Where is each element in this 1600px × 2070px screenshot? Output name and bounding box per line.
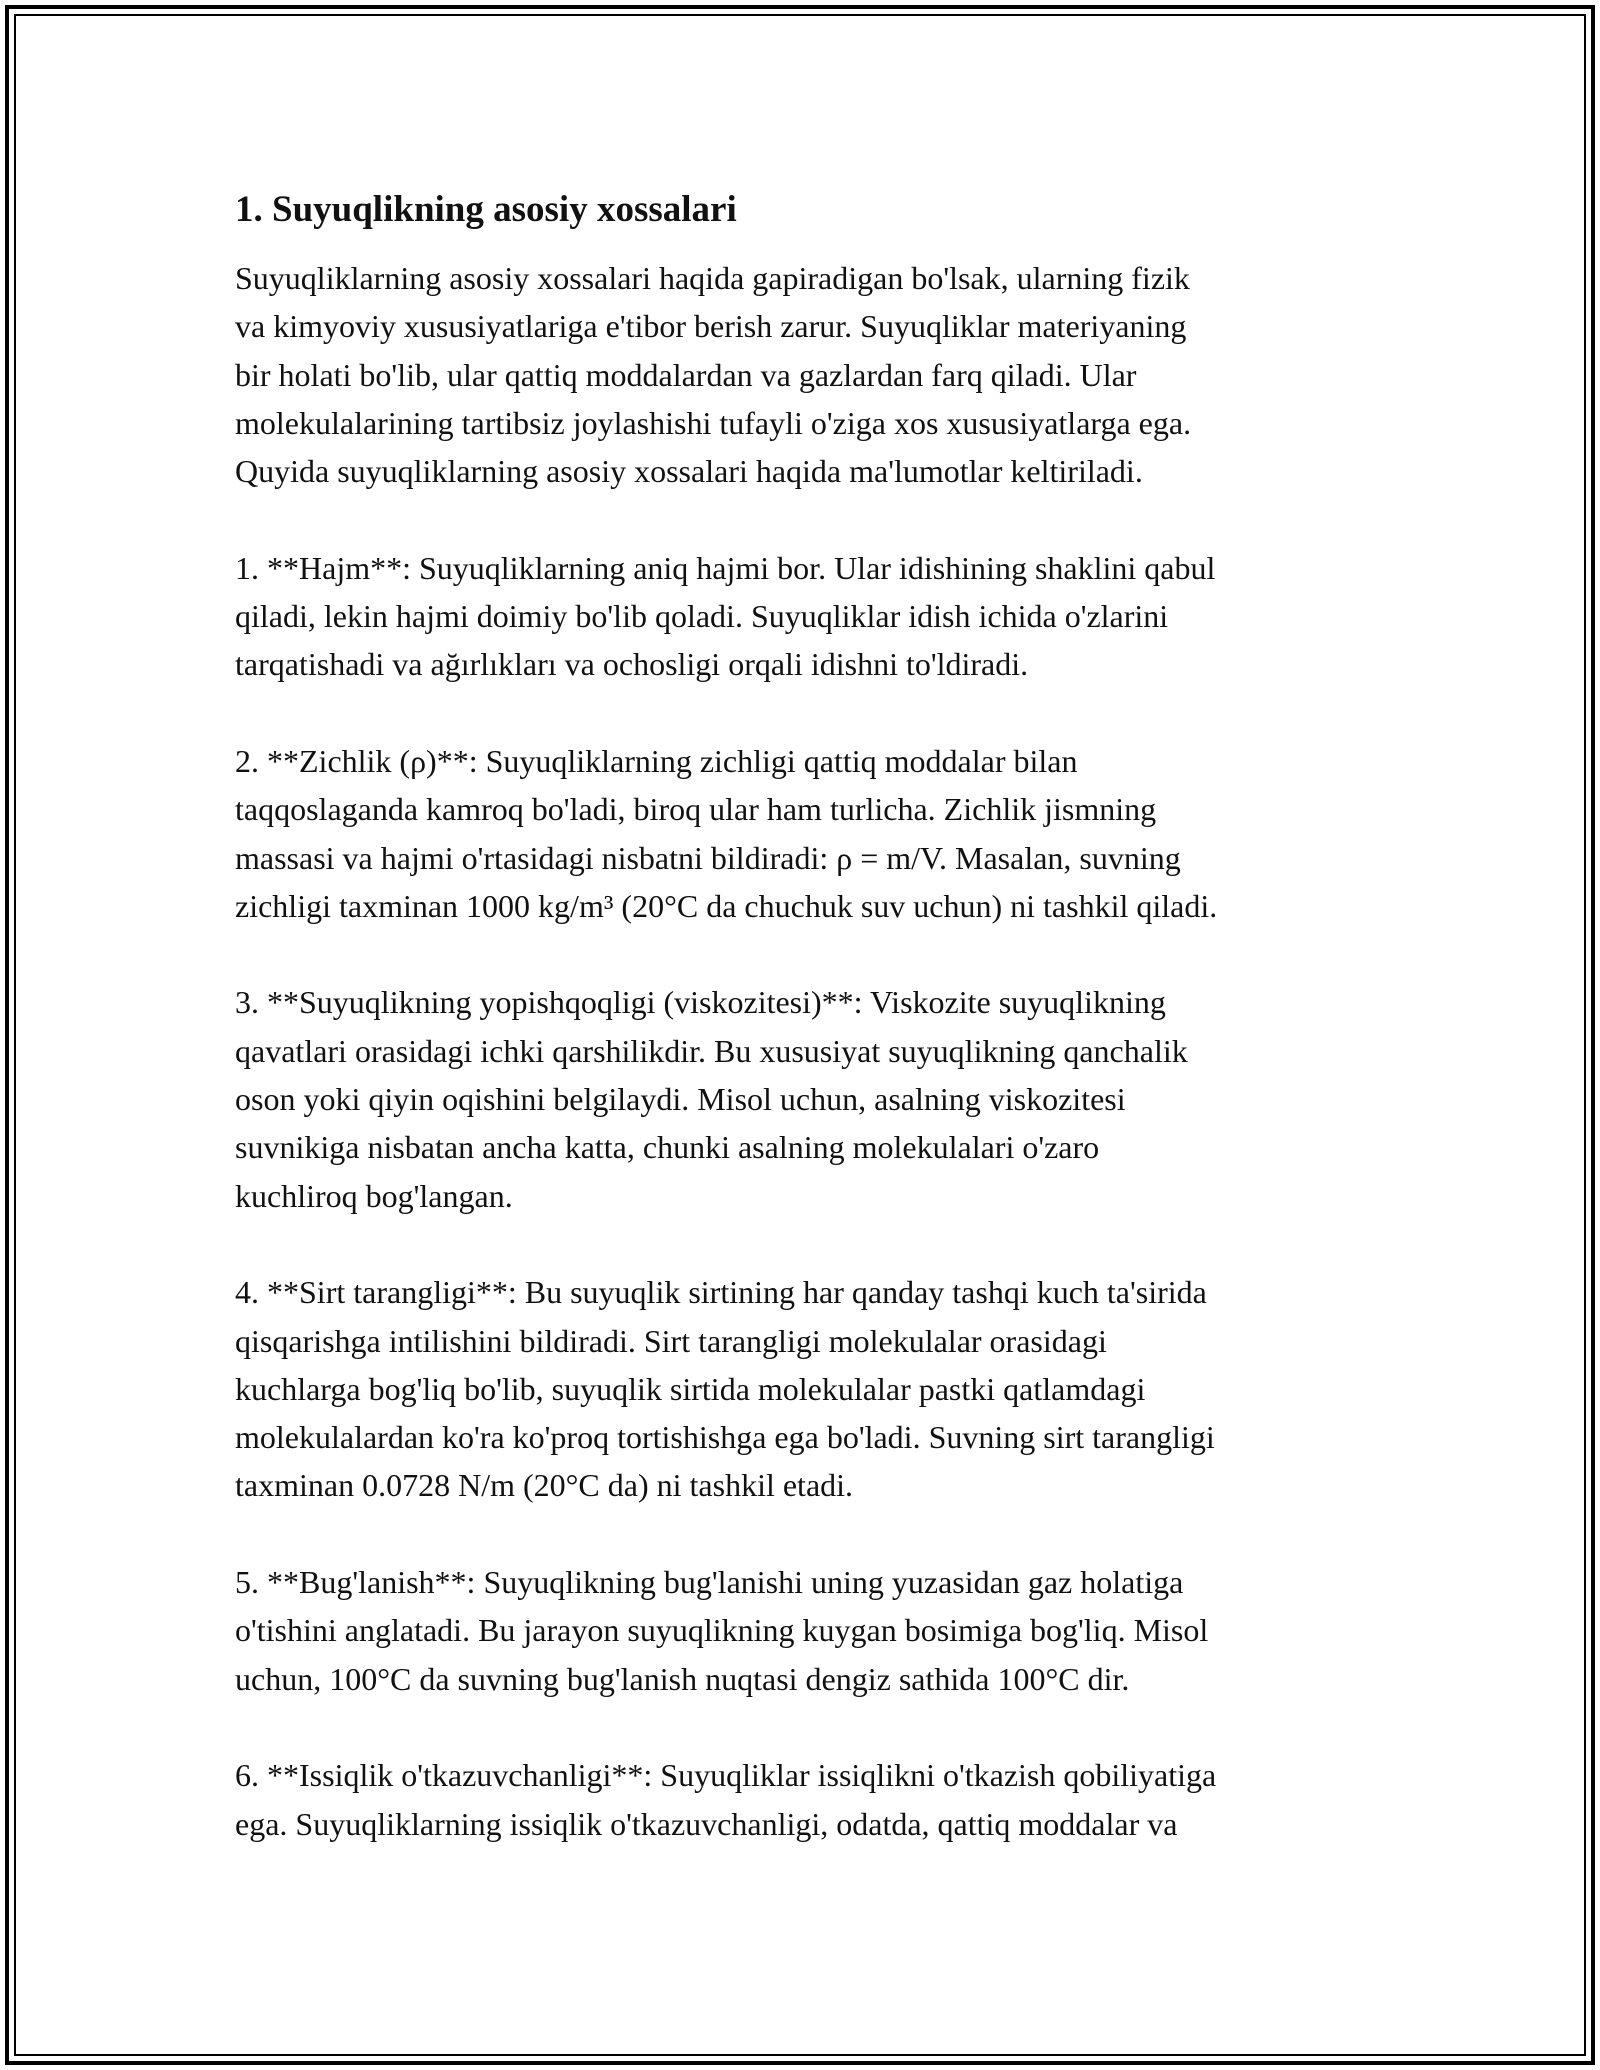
text-line: kuchliroq bog'langan. — [235, 1177, 513, 1214]
paragraph-intro — [235, 254, 1375, 495]
paragraph-hajm — [235, 544, 1375, 689]
text-line: kuchlarga bog'liq bo'lib, suyuqlik sirtida molekulalar pastki qatlamdagi — [235, 1370, 1146, 1407]
text-line: taxminan 0.0728 N/m (20°C da) ni tashkil etadi. — [235, 1467, 854, 1504]
text-line: va kimyoviy xususiyatlariga e'tibor berish zarur. Suyuqliklar materiyaning — [235, 308, 1187, 345]
text-line: 1. **Hajm**: Suyuqliklarning aniq hajmi bor. Ular idishining shaklini qabul — [235, 549, 1216, 586]
text-line: massasi va hajmi o'rtasidagi nisbatni bildiradi: ρ = m/V. Masalan, suvning — [235, 839, 1181, 876]
text-line: Suyuqliklarning asosiy xossalari haqida gapiradigan bo'lsak, ularning fizik — [235, 260, 1190, 296]
paragraph-buglanish — [235, 1558, 1375, 1703]
text-line: oson yoki qiyin oqishini belgilaydi. Misol uchun, asalning viskozitesi — [235, 1081, 1126, 1118]
text-line: suvnikiga nisbatan ancha katta, chunki asalning molekulalari o'zaro — [235, 1129, 1100, 1166]
text-line: 6. **Issiqlik o'tkazuvchanligi**: Suyuqliklar issiqlikni o'tkazish qobiliyatiga — [235, 1757, 1217, 1794]
text-line: molekulalarining tartibsiz joylashishi tufayli o'ziga xos xususiyatlarga ega. — [235, 404, 1192, 441]
text-line: o'tishini anglatadi. Bu jarayon suyuqlikning kuygan bosimiga bog'liq. Misol — [235, 1612, 1209, 1649]
paragraph-viskozite — [235, 978, 1375, 1219]
text-line: tarqatishadi va ağırlıkları va ochosligi orqali idishni to'ldiradi. — [235, 646, 1029, 683]
text-line: 4. **Sirt tarangligi**: Bu suyuqlik sirtining har qanday tashqi kuch ta'sirida — [235, 1274, 1207, 1311]
text-line: Quyida suyuqliklarning asosiy xossalari haqida ma'lumotlar keltiriladi. — [235, 453, 1143, 490]
paragraph-sirt-tarangligi — [235, 1268, 1375, 1509]
text-line: bir holati bo'lib, ular qattiq moddalardan va gazlardan farq qiladi. Ular — [235, 356, 1137, 393]
text-line: ega. Suyuqliklarning issiqlik o'tkazuvchanligi, odatda, qattiq moddalar va — [235, 1805, 1178, 1842]
text-line: 5. **Bug'lanish**: Suyuqlikning bug'lanishi uning yuzasidan gaz holatiga — [235, 1564, 1184, 1601]
text-line: uchun, 100°C da suvning bug'lanish nuqtasi dengiz sathida 100°C dir. — [235, 1660, 1130, 1697]
text-line: taqqoslaganda kamroq bo'ladi, biroq ular ham turlicha. Zichlik jismning — [235, 791, 1157, 828]
document-body — [235, 186, 1375, 1896]
text-line: qisqarishga intilishini bildiradi. Sirt tarangligi molekulalar orasidagi — [235, 1322, 1107, 1359]
text-line: 3. **Suyuqlikning yopishqoqligi (viskozitesi)**: Viskozite suyuqlikning — [235, 984, 1166, 1021]
text-line: molekulalardan ko'ra ko'proq tortishishga ega bo'ladi. Suvning sirt tarangligi — [235, 1419, 1215, 1456]
text-line: zichligi taxminan 1000 kg/m³ (20°C da chuchuk suv uchun) ni tashkil qiladi. — [235, 887, 1218, 924]
paragraph-zichlik — [235, 737, 1375, 930]
section-heading: 1. Suyuqlikning asosiy xossalari — [235, 189, 737, 230]
paragraph-issiqlik — [235, 1751, 1375, 1848]
text-line: qiladi, lekin hajmi doimiy bo'lib qoladi. Suyuqliklar idish ichida o'zlarini — [235, 598, 1169, 635]
text-line: qavatlari orasidagi ichki qarshilikdir. Bu xususiyat suyuqlikning qanchalik — [235, 1032, 1188, 1069]
text-line: 2. **Zichlik (ρ)**: Suyuqliklarning zichligi qattiq moddalar bilan — [235, 742, 1078, 779]
